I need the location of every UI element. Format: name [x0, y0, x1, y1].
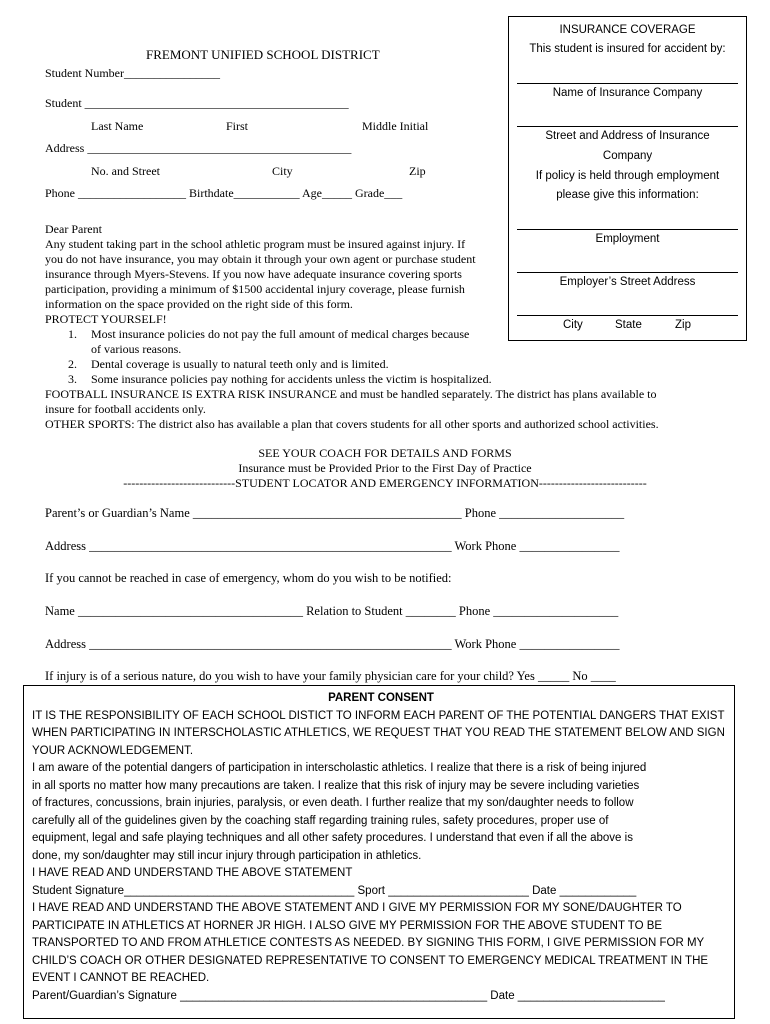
- coach-subheading: Insurance must be Provided Prior to the First Day of Practice: [238, 461, 532, 475]
- student-signature-line[interactable]: Student Signature____________________________________ Sport ______________________ Date ____________: [32, 884, 637, 897]
- city-state-zip-line[interactable]: [517, 315, 738, 316]
- consent-line: WHEN PARTICIPATING IN INTERSCHOLASTIC ATHLETICS, WE REQUEST THAT YOU READ THE STATEMENT BELOW AND SIGN: [32, 727, 725, 739]
- consent-line: CHILD’S COACH OR OTHER DESIGNATED REPRESENTATIVE TO CONSENT TO EMERGENCY MEDICAL TREATMENT IN THE: [32, 954, 709, 967]
- risk-list: [68, 327, 492, 387]
- list-text: of various reasons.: [91, 342, 182, 356]
- consent-line: I HAVE READ AND UNDERSTAND THE ABOVE STATEMENT AND I GIVE MY PERMISSION FOR MY SONE/DAUGHTER TO: [32, 902, 682, 914]
- consent-line: YOUR ACKNOWLEDGEMENT.: [32, 744, 194, 757]
- list-item: [68, 372, 492, 387]
- insurance-zip-label: Zip: [675, 319, 691, 331]
- student-address-field[interactable]: Address ____________________________________________: [45, 141, 352, 155]
- list-text: Dental coverage is usually to natural teeth only and is limited.: [91, 357, 389, 371]
- consent-line: TRANSPORTED TO AND FROM ATHLETICE CONTESTS AS NEEDED. BY SIGNING THIS FORM, I GIVE PERMISSION FOR MY: [32, 937, 705, 949]
- district-title: FREMONT UNIFIED SCHOOL DISTRICT: [146, 47, 380, 62]
- employment-note-1: If policy is held through employment: [535, 170, 720, 182]
- list-text: Some insurance policies pay nothing for accidents unless the victim is hospitalized.: [91, 372, 492, 386]
- football-note-2: insure for football accidents only.: [45, 402, 206, 416]
- football-note-1: FOOTBALL INSURANCE IS EXTRA RISK INSURANCE and must be handled separately. The district has plans available to: [45, 387, 657, 401]
- parent-letter: [45, 222, 476, 327]
- insurance-coverage-box: [508, 16, 747, 341]
- street-label: No. and Street: [91, 164, 160, 178]
- consent-line: EVENT I CANNOT BE REACHED.: [32, 972, 210, 984]
- consent-line: in all sports no matter how many precautions are taken. I realize that this risk of injury may be severe including varieties: [32, 779, 640, 792]
- phone-birthdate-line[interactable]: Phone __________________ Birthdate___________ Age_____ Grade___: [45, 186, 403, 200]
- consent-line: done, my son/daughter may still incur injury through participation in athletics.: [32, 849, 422, 862]
- insurance-company-label: Name of Insurance Company: [552, 87, 703, 99]
- list-item: [68, 327, 470, 342]
- insurance-subtitle: This student is insured for accident by:: [529, 43, 726, 55]
- employer-address-line[interactable]: [517, 272, 738, 273]
- emergency-question: If you cannot be reached in case of emergency, whom do you wish to be notified:: [45, 571, 452, 585]
- list-number: 2.: [68, 357, 77, 371]
- protect-yourself-heading: PROTECT YOURSELF!: [45, 312, 167, 326]
- locator-heading: ----------------------------STUDENT LOCATOR AND EMERGENCY INFORMATION---------------------------: [123, 476, 647, 490]
- insurance-street-line[interactable]: [517, 126, 738, 127]
- first-name-label: First: [226, 119, 249, 133]
- consent-line: equipment, legal and safe playing techniques and all other safety procedures. I understand that even if all the above is: [32, 832, 633, 844]
- consent-line: IT IS THE RESPONSIBILITY OF EACH SCHOOL DISTICT TO INFORM EACH PARENT OF THE POTENTIAL DANGERS THAT EXIST: [32, 709, 725, 722]
- physician-question[interactable]: If injury is of a serious nature, do you wish to have your family physician care for your child? Yes _____ No ____: [45, 669, 616, 683]
- consent-title: PARENT CONSENT: [328, 692, 434, 704]
- employer-address-label: Employer’s Street Address: [559, 276, 696, 288]
- guardian-signature-line[interactable]: Parent/Guardian’s Signature ________________________________________________ Date _______________________: [32, 989, 665, 1002]
- letter-line: insurance through Myers-Stevens. If you now have adequate insurance covering sports: [45, 267, 462, 281]
- other-sports-note: OTHER SPORTS: The district also has available a plan that covers students for all other sports and authorized school activities.: [45, 417, 659, 431]
- list-item-continued: [68, 342, 182, 357]
- insurance-state-label: State: [615, 319, 642, 331]
- guardian-name-phone-line[interactable]: Parent’s or Guardian’s Name ___________________________________________ Phone ____________________: [45, 506, 625, 520]
- employment-note-2: please give this information:: [556, 189, 699, 201]
- insurance-company-line[interactable]: [517, 83, 738, 84]
- letter-line: Any student taking part in the school athletic program must be insured against injury. If: [45, 237, 466, 251]
- zip-label: Zip: [409, 164, 426, 178]
- last-name-label: Last Name: [91, 119, 144, 133]
- middle-initial-label: Middle Initial: [362, 119, 429, 133]
- consent-line: of fractures, concussions, brain injuries, paralysis, or even death. I further realize that my son/daughter needs to follow: [32, 797, 634, 809]
- letter-line: you do not have insurance, you may obtain it through your own agent or purchase student: [45, 252, 476, 266]
- insurance-city-label: City: [563, 319, 583, 331]
- sports-insurance-notes: [45, 387, 659, 432]
- letter-line: participation, providing a minimum of $1500 accidental injury coverage, please furnish: [45, 282, 465, 296]
- consent-line: I HAVE READ AND UNDERSTAND THE ABOVE STATEMENT: [32, 867, 353, 879]
- employment-label: Employment: [595, 233, 660, 245]
- emergency-contact-line[interactable]: Name ____________________________________ Relation to Student ________ Phone ____________________: [45, 604, 619, 618]
- insurance-street-label-1: Street and Address of Insurance: [545, 130, 710, 142]
- consent-line: I am aware of the potential dangers of participation in interscholastic athletics. I realize that there is a risk of being injured: [32, 762, 647, 774]
- list-text: Most insurance policies do not pay the full amount of medical charges because: [91, 327, 470, 341]
- student-number-field[interactable]: Student Number________________: [45, 66, 220, 80]
- employment-line[interactable]: [517, 229, 738, 230]
- student-name-field[interactable]: Student ____________________________________________: [45, 96, 349, 110]
- guardian-address-line[interactable]: Address __________________________________________________________ Work Phone ________________: [45, 539, 620, 553]
- list-number: 1.: [68, 327, 77, 341]
- list-number: 3.: [68, 372, 77, 386]
- consent-line: PARTICIPATE IN ATHLETICS AT HORNER JR HIGH. I ALSO GIVE MY PERMISSION FOR THE ABOVE STUDENT TO BE: [32, 919, 663, 932]
- letter-line: information on the space provided on the right side of this form.: [45, 297, 353, 311]
- consent-line: carefully all of the guidelines given by the coaching staff regarding training rules, safety procedures, proper use of: [32, 814, 609, 827]
- list-item: [68, 357, 389, 372]
- insurance-title: INSURANCE COVERAGE: [559, 24, 696, 36]
- city-label: City: [272, 164, 293, 178]
- insurance-street-label-2: Company: [602, 150, 653, 162]
- coach-heading: SEE YOUR COACH FOR DETAILS AND FORMS: [258, 446, 512, 460]
- letter-greeting: Dear Parent: [45, 222, 102, 236]
- emergency-address-line[interactable]: Address __________________________________________________________ Work Phone ________________: [45, 637, 620, 651]
- parent-consent-box: [23, 685, 735, 1019]
